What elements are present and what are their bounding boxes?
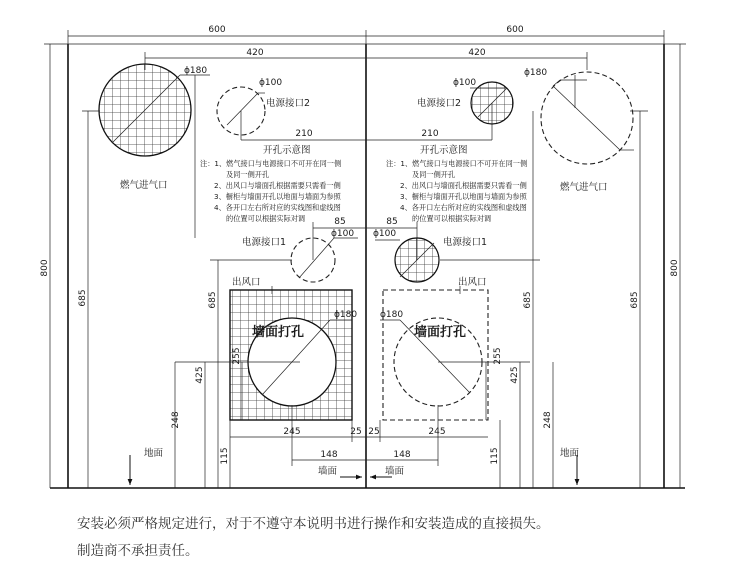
dim-phi100-top-right: ϕ100 [453, 78, 477, 88]
dim-245-right: 245 [428, 427, 446, 437]
power-port-1-right [373, 229, 487, 282]
wall-left-label: 墙面 [318, 466, 338, 477]
dim-phi180-wall-right: ϕ180 [380, 310, 404, 320]
floor-left-label: 地面 [144, 448, 164, 459]
dim-148-right: 148 [393, 450, 411, 460]
dim-115-right: 115 [490, 447, 500, 465]
dim-685-outer-left: 685 [78, 289, 88, 307]
dim-255-left: 255 [232, 347, 242, 365]
dim-425-right: 425 [510, 366, 520, 384]
outlet-left-label: 出风口 [232, 277, 261, 288]
dim-phi100-top-left: ϕ100 [259, 78, 283, 88]
gas-inlet-left-label: 燃气进气口 [120, 180, 168, 191]
power-port-1-left [242, 229, 358, 282]
power-port-2-left-label: 电源接口2 [266, 98, 311, 109]
wall-hole-left-label: 墙面打孔 [252, 325, 305, 340]
dim-210-right: 210 [421, 129, 439, 139]
floor-reference [130, 447, 580, 485]
wall-panel-left [230, 290, 357, 420]
dim-height-left: 800 [40, 259, 50, 277]
footer-line-2: 制造商不承担责任。 [77, 543, 199, 559]
dim-phi180-top-right: ϕ180 [524, 68, 548, 78]
dim-248-left: 248 [171, 411, 181, 429]
dim-255-right: 255 [493, 347, 503, 365]
dim-685-inner-right: 685 [523, 291, 533, 309]
dim-685-outer-right: 685 [630, 291, 640, 309]
note-right-4a: 4、各开口左右所对应的实线图和虚线图 [400, 203, 527, 212]
footer-line-1: 安装必须严格规定进行，对于不遵守本说明书进行操作和安装造成的直接损失。 [77, 516, 550, 532]
note-left-3: 3、橱柜与墙面开孔以地面与墙面为参照 [214, 192, 341, 201]
dim-width-left: 600 [208, 25, 226, 35]
note-left-1a: 注：1、燃气接口与电源接口不可开在同一侧 [200, 159, 342, 168]
dim-115-left: 115 [220, 447, 230, 465]
power-port-2-right-label: 电源接口2 [417, 98, 462, 109]
note-right-2: 2、出风口与墙面孔根据需要只需看一侧 [400, 181, 527, 190]
dim-245-25 [230, 420, 488, 442]
dim-phi100-mid-left: ϕ100 [331, 229, 355, 239]
gas-inlet-right-label: 燃气进气口 [560, 182, 608, 193]
dim-245-left: 245 [283, 427, 301, 437]
note-left-1b: 及同一侧开孔 [226, 170, 270, 179]
diagram-title-left: 开孔示意图 [263, 145, 311, 156]
dim-248 [171, 362, 553, 488]
note-left-2: 2、出风口与墙面孔根据需要只需看一侧 [214, 181, 341, 190]
dim-210-left: 210 [295, 129, 313, 139]
wall-hole-right-label: 墙面打孔 [414, 325, 467, 340]
dim-width-right: 600 [506, 25, 524, 35]
note-right-3: 3、橱柜与墙面开孔以地面与墙面为参照 [400, 192, 527, 201]
dim-85-left: 85 [334, 217, 346, 227]
note-right-1a: 注：1、燃气接口与电源接口不可开在同一侧 [386, 159, 528, 168]
wall-right-label: 墙面 [385, 466, 405, 477]
dim-685-inner-left: 685 [208, 291, 218, 309]
dim-425-left: 425 [195, 366, 205, 384]
gas-inlet-left [99, 64, 210, 238]
dim-phi180-wall-left: ϕ180 [334, 310, 358, 320]
dim-phi180-top-left: ϕ180 [184, 66, 208, 76]
notes-right [386, 144, 528, 223]
dim-685 [78, 111, 648, 488]
dim-248-right: 248 [543, 411, 553, 429]
outlet-right-label: 出风口 [458, 277, 487, 288]
dim-148-left: 148 [320, 450, 338, 460]
note-left-4a: 4、各开口左右所对应的实线图和虚线图 [214, 203, 341, 212]
dim-600 [68, 25, 664, 44]
dim-420-right: 420 [468, 48, 486, 58]
note-left-4b: 的位置可以根据实际对调 [226, 214, 306, 223]
gas-inlet-right [524, 68, 634, 193]
floor-right-label: 地面 [560, 448, 580, 459]
dim-420-left: 420 [246, 48, 264, 58]
note-right-1b: 及同一侧开孔 [412, 170, 456, 179]
dim-25-right: 25 [368, 427, 380, 437]
dim-phi100-mid-right: ϕ100 [373, 229, 397, 239]
dim-height-right: 800 [670, 259, 680, 277]
note-right-4b: 的位置可以根据实际对调 [412, 214, 492, 223]
diagram-title-right: 开孔示意图 [420, 145, 468, 156]
power-port-1-left-label: 电源接口1 [242, 237, 287, 248]
dim-85-right: 85 [386, 217, 398, 227]
power-port-1-right-label: 电源接口1 [443, 237, 488, 248]
dim-25-left: 25 [350, 427, 362, 437]
outlet-right [458, 276, 487, 294]
wall-panel-right [380, 290, 488, 420]
notes-left [200, 144, 342, 223]
wall-reference [318, 465, 405, 477]
